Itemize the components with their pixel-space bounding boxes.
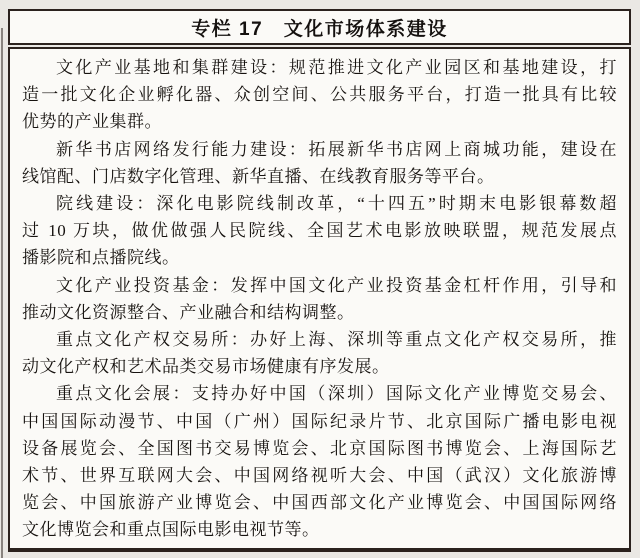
- text-line: 院线建设：深化电影院线制改革，“十四五”时期末电影银幕数超: [56, 194, 617, 214]
- text-line: 线馆配、门店数字化管理、新华直播、在线教育服务等平台。: [22, 166, 495, 186]
- text-line: 术节、世界互联网大会、中国网络视听大会、中国（武汉）文化旅游博: [22, 466, 617, 486]
- text-line: 文化产业基地和集群建设：规范推进文化产业园区和基地建设，打: [56, 58, 617, 77]
- text-line: 设备展览会、全国图书交易博览会、北京国际图书博览会、上海国际艺: [22, 438, 617, 458]
- text-line: 览会、中国旅游产业博览会、中国西部文化产业博览会、中国国际网络: [22, 493, 617, 513]
- text-line: 文化产业投资基金：发挥中国文化产业投资基金杠杆作用，引导和: [56, 275, 617, 295]
- text-line: 文化博览会和重点国际电影电视节等。: [22, 520, 320, 540]
- text-line: 播影院和点播院线。: [22, 248, 180, 268]
- paragraph: [22, 54, 617, 136]
- paragraph: [22, 136, 617, 190]
- text-line: 重点文化产权交易所：办好上海、深圳等重点文化产权交易所，推: [56, 330, 617, 350]
- paragraph: [22, 272, 617, 326]
- column-title: 专栏 17 文化市场体系建设: [191, 18, 448, 40]
- text-line: 推动文化资源整合、产业融合和结构调整。: [22, 302, 355, 322]
- column-body: [8, 47, 631, 552]
- text-line: 动文化产权和艺术品类交易市场健康有序发展。: [22, 357, 390, 377]
- text-line: 过 10 万块，做优做强人民院线、全国艺术电影放映联盟，规范发展点: [22, 221, 617, 241]
- paragraph: [22, 380, 617, 543]
- text-line: 重点文化会展：支持办好中国（深圳）国际文化产业博览交易会、: [56, 384, 617, 404]
- page-scan-edge-line: [1, 28, 3, 558]
- text-line: 优势的产业集群。: [22, 112, 162, 132]
- text-line: 中国国际动漫节、中国（广州）国际纪录片节、北京国际广播电影电视: [22, 411, 617, 431]
- paragraph: [22, 190, 617, 272]
- text-line: 造一批文化企业孵化器、众创空间、公共服务平台，打造一批具有比较: [22, 85, 617, 105]
- column-title-bar: [8, 9, 631, 45]
- column-box: [8, 9, 631, 552]
- paragraph: [22, 326, 617, 380]
- text-line: 新华书店网络发行能力建设：拓展新华书店网上商城功能，建设在: [56, 139, 617, 159]
